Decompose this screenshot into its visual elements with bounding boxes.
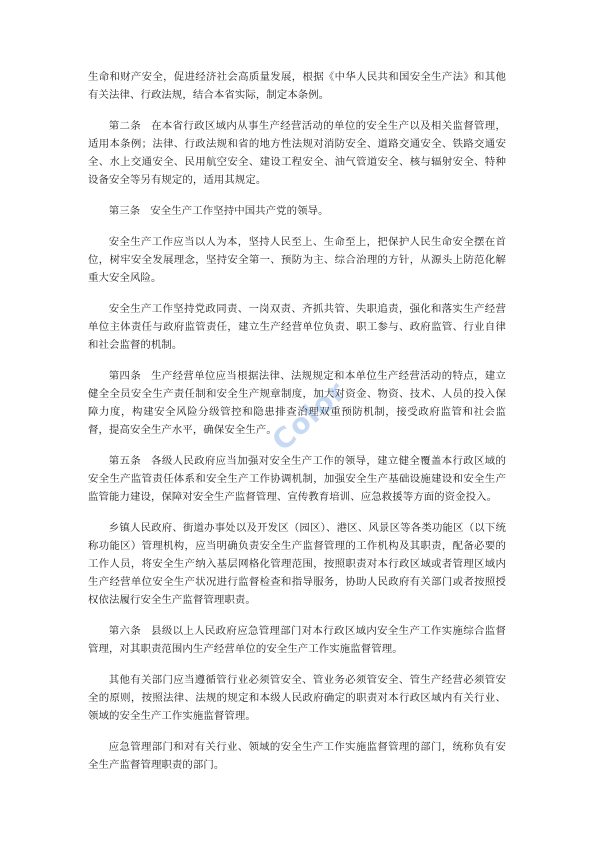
- paragraph-text: 生命和财产安全，促进经济社会高质量发展，根据《中华人民共和国安全生产法》和其他有关法律、行政法规，结合本省实际，制定本条例。: [88, 71, 506, 101]
- article-paragraph: [88, 367, 506, 439]
- paragraph: [88, 738, 506, 774]
- paragraph-text: 在本省行政区域内从事生产经营活动的单位的安全生产以及相关监督管理，适用本条例；法律、行政法规和省的地方性法规对消防安全、道路交通安全、铁路交通安全、水上交通安全、民用航空安全、建设工程安全、油气管道安全、核与辐射安全、特种设备安全等另有规定的，适用其规定。: [88, 120, 506, 186]
- article-number: 第四条: [108, 370, 142, 382]
- article-number: 第二条: [108, 120, 142, 132]
- paragraph: [88, 671, 506, 725]
- document-body: [88, 68, 506, 787]
- paragraph-text: 其他有关部门应当遵循管行业必须管安全、管业务必须管安全、管生产经营必须管安全的原则，按照法律、法规的规定和本级人民政府确定的职责对本行政区域内有关行业、领域的安全生产工作实施监督管理。: [88, 674, 506, 722]
- paragraph: [88, 519, 506, 609]
- paragraph: [88, 300, 506, 354]
- watermark-text: Color: [265, 374, 353, 458]
- article-number: 第五条: [108, 455, 142, 467]
- paragraph-text: 应急管理部门和对有关行业、领域的安全生产工作实施监督管理的部门，统称负有安全生产监督管理职责的部门。: [88, 741, 506, 771]
- article-number: 第六条: [108, 625, 142, 637]
- article-paragraph: [88, 452, 506, 506]
- paragraph: [88, 233, 506, 287]
- article-paragraph: [88, 202, 506, 220]
- paragraph-text: 安全生产工作坚持中国共产党的领导。: [150, 205, 329, 217]
- paragraph-text: 安全生产工作应当以人为本，坚持人民至上、生命至上，把保护人民生命安全摆在首位，树牢安全发展理念，坚持安全第一、预防为主、综合治理的方针，从源头上防范化解重大安全风险。: [88, 236, 506, 284]
- paragraph-text: 安全生产工作坚持党政同责、一岗双责、齐抓共管、失职追责，强化和落实生产经营单位主体责任与政府监管责任，建立生产经营单位负责、职工参与、政府监管、行业自律和社会监督的机制。: [88, 303, 506, 351]
- paragraph: [88, 68, 506, 104]
- article-paragraph: [88, 622, 506, 658]
- paragraph-text: 县级以上人民政府应急管理部门对本行政区域内安全生产工作实施综合监督管理，对其职责范围内生产经营单位的安全生产工作实施监督管理。: [88, 625, 506, 655]
- paragraph-text: 乡镇人民政府、街道办事处以及开发区（园区）、港区、风景区等各类功能区（以下统称功能区）管理机构，应当明确负责安全生产监督管理的工作机构及其职责，配备必要的工作人员，将安全生产纳入基层网格化管理范围，按照职责对本行政区域或者管理区域内生产经营单位安全生产状况进行监督检查和指导服务，协助人民政府有关部门或者按照授权依法履行安全生产监督管理职责。: [88, 522, 506, 606]
- article-paragraph: [88, 117, 506, 189]
- article-number: 第三条: [108, 205, 141, 217]
- paragraph-text: 各级人民政府应当加强对安全生产工作的领导，建立健全覆盖本行政区域的安全生产监管责任体系和安全生产工作协调机制，加强安全生产基础设施建设和安全生产监管能力建设，保障对安全生产监督管理、宣传教育培训、应急救援等方面的资金投入。: [88, 455, 506, 503]
- paragraph-text: 生产经营单位应当根据法律、法规规定和本单位生产经营活动的特点，建立健全全员安全生产责任制和安全生产规章制度，加大对资金、物资、技术、人员的投入保障力度，构建安全风险分级管控和隐患排查治理双重预防机制，接受政府监管和社会监督，提高安全生产水平，确保安全生产。: [88, 370, 506, 436]
